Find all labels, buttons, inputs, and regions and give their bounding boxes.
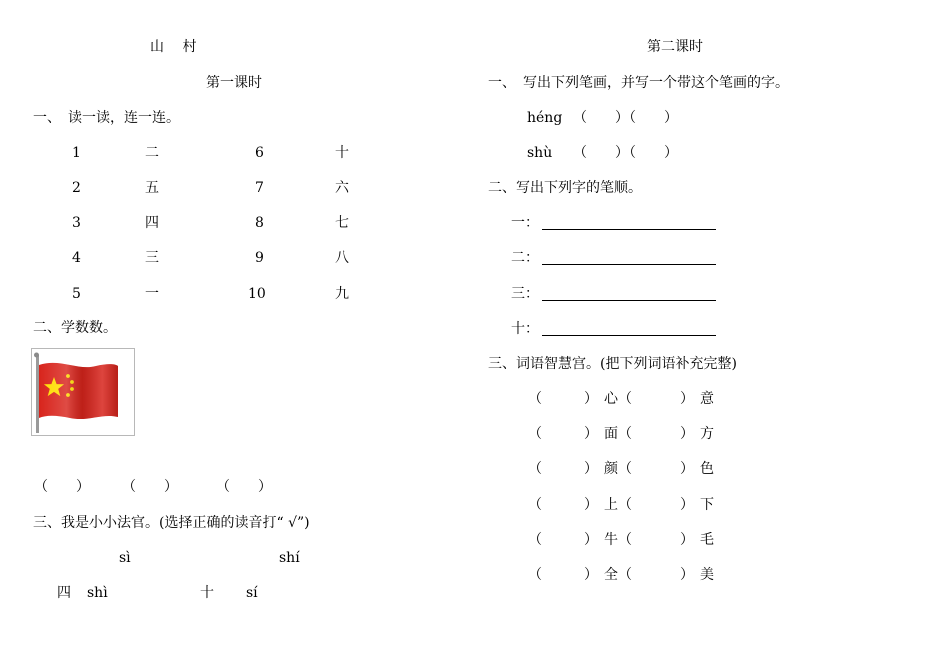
count-blank-1[interactable]: （ ）: [34, 479, 90, 495]
left-section-2-heading: 二、学数数。: [33, 320, 117, 336]
idiom-char-a: 牛: [604, 532, 618, 548]
count-blank-2[interactable]: （ ）: [122, 479, 178, 495]
paren-open: （: [618, 461, 632, 477]
idiom-char-b: 色: [700, 461, 714, 477]
pinyin-option[interactable]: shì: [87, 585, 108, 601]
match-cell: 五: [145, 180, 159, 196]
paren-open: （: [618, 567, 632, 583]
chinese-flag-icon: [32, 349, 134, 435]
paren-close: ）: [584, 567, 598, 583]
idiom-char-b: 方: [700, 426, 714, 442]
paren-open: （: [528, 391, 542, 407]
paren-open: （: [618, 532, 632, 548]
paren-close: ）: [584, 391, 598, 407]
stroke-order-char: 三：: [511, 286, 539, 302]
idiom-char-b: 下: [700, 497, 714, 513]
match-cell: 三: [145, 250, 159, 266]
paren-close: ）: [680, 497, 694, 513]
count-blank-3[interactable]: （ ）: [216, 479, 272, 495]
left-section-3-heading: 三、我是小小法官。(选择正确的读音打“ √”): [33, 515, 310, 531]
paren-open: （: [618, 391, 632, 407]
match-cell: 8: [255, 215, 264, 231]
idiom-char-a: 颜: [604, 461, 618, 477]
paren-open: （: [528, 497, 542, 513]
paren-open: （: [528, 532, 542, 548]
match-cell: 二: [145, 145, 159, 161]
stroke-answer-blanks[interactable]: （ ）（ ）: [573, 145, 678, 161]
right-section-2-heading: 二、写出下列字的笔顺。: [488, 180, 642, 196]
paren-close: ）: [680, 426, 694, 442]
pinyin-option[interactable]: sì: [119, 550, 131, 566]
stroke-pinyin: héng: [527, 110, 563, 126]
idiom-char-b: 美: [700, 567, 714, 583]
paren-close: ）: [584, 426, 598, 442]
stroke-order-char: 十：: [511, 321, 539, 337]
stroke-order-line[interactable]: [542, 264, 716, 265]
idiom-char-a: 全: [604, 567, 618, 583]
stroke-order-char: 一：: [511, 215, 539, 231]
paren-close: ）: [680, 532, 694, 548]
paren-close: ）: [680, 567, 694, 583]
paren-close: ）: [680, 391, 694, 407]
paren-open: （: [528, 461, 542, 477]
match-cell: 5: [72, 286, 81, 302]
left-section-1-heading: 一、 读一读，连一连。: [33, 110, 180, 126]
idiom-char-a: 上: [604, 497, 618, 513]
match-cell: 六: [335, 180, 349, 196]
match-cell: 2: [72, 180, 81, 196]
match-cell: 1: [72, 145, 81, 161]
flag-picture: [31, 348, 135, 436]
match-cell: 10: [248, 286, 266, 302]
paren-open: （: [528, 567, 542, 583]
match-cell: 3: [72, 215, 81, 231]
right-section-1-heading: 一、 写出下列笔画，并写一个带这个笔画的字。: [488, 75, 789, 91]
lesson-two-title: 第二课时: [647, 39, 703, 55]
stroke-order-line[interactable]: [542, 335, 716, 336]
stroke-order-line[interactable]: [542, 229, 716, 230]
match-cell: 四: [145, 215, 159, 231]
idiom-char-b: 毛: [700, 532, 714, 548]
paren-close: ）: [584, 532, 598, 548]
paren-open: （: [528, 426, 542, 442]
paren-close: ）: [680, 461, 694, 477]
stroke-order-char: 二：: [511, 250, 539, 266]
idiom-char-a: 面: [604, 426, 618, 442]
right-section-3-heading: 三、词语智慧宫。(把下列词语补充完整): [488, 356, 737, 372]
match-cell: 九: [335, 286, 349, 302]
paren-close: ）: [584, 497, 598, 513]
paren-close: ）: [584, 461, 598, 477]
pinyin-option[interactable]: sí: [246, 585, 258, 601]
page-title: 山 村: [150, 39, 197, 55]
judge-char-a: 四: [57, 585, 71, 601]
judge-char-b: 十: [200, 585, 214, 601]
match-cell: 一: [145, 286, 159, 302]
match-cell: 七: [335, 215, 349, 231]
lesson-one-title: 第一课时: [206, 75, 262, 91]
match-cell: 7: [255, 180, 264, 196]
pinyin-option[interactable]: shí: [279, 550, 300, 566]
paren-open: （: [618, 497, 632, 513]
match-cell: 9: [255, 250, 264, 266]
paren-open: （: [618, 426, 632, 442]
match-cell: 八: [335, 250, 349, 266]
match-cell: 6: [255, 145, 264, 161]
stroke-answer-blanks[interactable]: （ ）（ ）: [573, 110, 678, 126]
idiom-char-b: 意: [700, 391, 714, 407]
stroke-order-line[interactable]: [542, 300, 716, 301]
stroke-pinyin: shù: [527, 145, 553, 161]
idiom-char-a: 心: [604, 391, 618, 407]
match-cell: 4: [72, 250, 81, 266]
match-cell: 十: [335, 145, 349, 161]
